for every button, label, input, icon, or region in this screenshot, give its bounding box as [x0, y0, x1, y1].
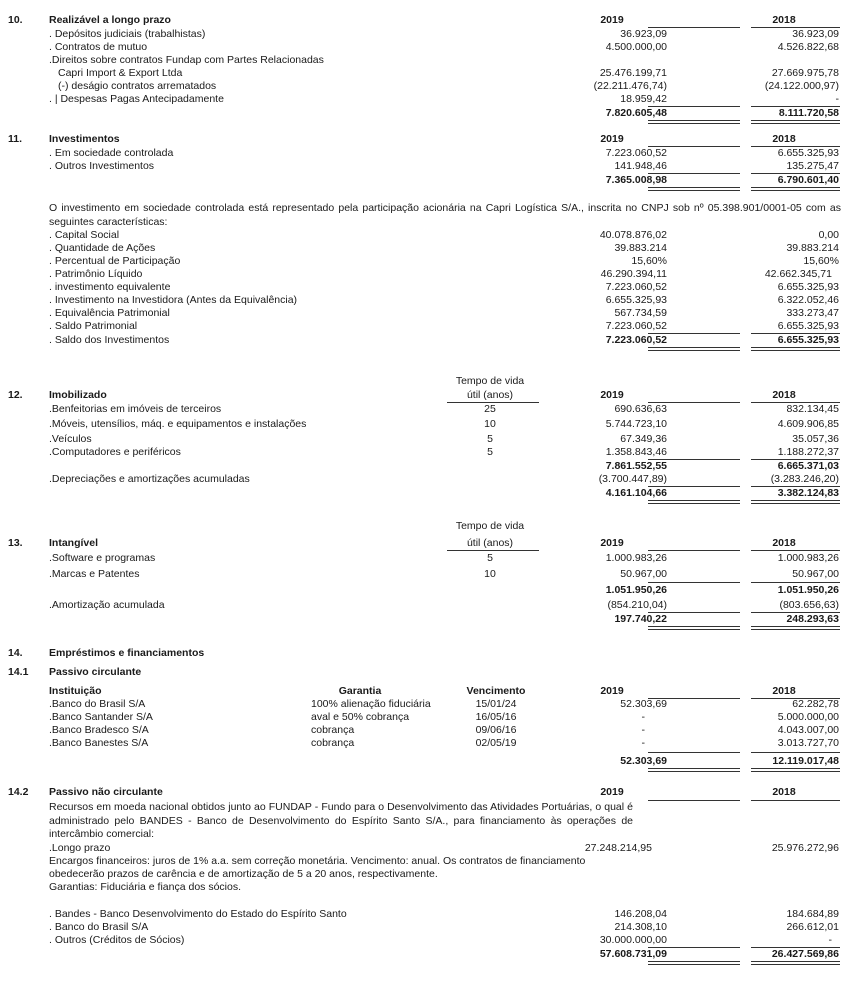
loan-vencimento: 15/01/24 [475, 698, 517, 710]
row-value-2019: 1.358.843,46 [605, 446, 667, 458]
section-number: 10. [8, 14, 23, 26]
total-double-line [648, 626, 740, 630]
row-value-2019: 4.500.000,00 [605, 41, 667, 53]
row-value-2019: 67.349,36 [620, 433, 667, 445]
detail-value-2019: 15,60% [631, 255, 667, 267]
row-label: . Banco do Brasil S/A [49, 921, 149, 933]
row-value-2018: - [835, 93, 839, 105]
row-value-2018: 27.669.975,78 [771, 67, 839, 79]
detail-label: . Capital Social [49, 229, 120, 241]
row-value-2019: 7.223.060,52 [605, 147, 667, 159]
total-2019: 4.161.104,66 [605, 487, 667, 499]
year-2019-header: 2019 [600, 786, 624, 798]
total-2019: 7.820.605,48 [605, 107, 667, 119]
amortization-label: .Amortização acumulada [49, 599, 165, 611]
loan-institution: .Banco do Brasil S/A [49, 698, 146, 710]
loan-garantia: aval e 50% cobrança [311, 711, 410, 723]
loan-value-2019: - [641, 711, 645, 723]
detail-value-2019: 567.734,59 [614, 307, 667, 319]
loan-value-2018: 3.013.727,70 [777, 737, 839, 749]
fundap-paragraph: Recursos em moeda nacional obtidos junto ao FUNDAP - Fundo para o Desenvolvimento das Atividades Portuárias, o qual é administrado pelo BANDES - Banco de Desenvolvimento do Espírito Santo S/A., para financiamento às operações de intercâmbio comercial: [49, 801, 633, 840]
row-value-2018: - [828, 934, 832, 946]
longo-prazo-label: .Longo prazo [49, 842, 111, 854]
row-label: Capri Import & Export Ltda [58, 67, 183, 79]
loan-institution: .Banco Banestes S/A [49, 737, 149, 749]
row-label: .Computadores e periféricos [49, 446, 181, 458]
total-2019: 52.303,69 [620, 755, 667, 767]
loan-garantia: 100% alienação fiduciária [311, 698, 431, 710]
investment-paragraph: O investimento em sociedade controlada está representado pela participação acionária na Capri Logística S/A., inscrita no CNPJ sob nº 05.398.901/0001-05 com as seguintes características: [49, 202, 841, 228]
life-header-line1: Tempo de vida [455, 520, 525, 532]
subtotal-2019: 1.051.950,26 [605, 584, 667, 596]
total-double-line [751, 626, 840, 630]
row-value-2019: 50.967,00 [620, 568, 667, 580]
row-value-2018: 4.526.822,68 [777, 41, 839, 53]
detail-value-2018: 39.883.214 [786, 242, 839, 254]
row-label: .Veículos [49, 433, 92, 445]
total-double-line [648, 500, 740, 504]
row-label: . Em sociedade controlada [49, 147, 174, 159]
detail-label: . Quantidade de Ações [49, 242, 156, 254]
life-header-line2: útil (anos) [466, 389, 514, 401]
header-underline [751, 800, 840, 801]
encargos-line2: obedecerão prazos de carência e de amortização de 5 a 20 anos, respectivamente. [49, 868, 438, 880]
detail-value-2018: 42.662.345,71 [764, 268, 832, 280]
total-double-line [751, 187, 840, 191]
total-double-line [648, 187, 740, 191]
total-2019: 7.365.008,98 [605, 174, 667, 186]
row-label: . Depósitos judiciais (trabalhistas) [49, 28, 206, 40]
row-value-2019: 146.208,04 [614, 908, 667, 920]
section-title: Investimentos [49, 133, 120, 145]
life-header-line1: Tempo de vida [455, 375, 525, 387]
row-life: 10 [484, 418, 496, 430]
year-2018-header: 2018 [772, 685, 796, 697]
year-2018-header: 2018 [772, 133, 796, 145]
row-label: .Benfeitorias em imóveis de terceiros [49, 403, 222, 415]
subtotal-line [751, 582, 840, 583]
row-value-2018: 1.188.272,37 [777, 446, 839, 458]
row-value-2019: 5.744.723,10 [605, 418, 667, 430]
year-2018-header: 2018 [772, 786, 796, 798]
detail-value-2019: 39.883.214 [614, 242, 667, 254]
detail-label: . Saldo Patrimonial [49, 320, 138, 332]
header-underline [447, 550, 539, 551]
row-value-2018: 4.609.906,85 [777, 418, 839, 430]
life-header-line2: útil (anos) [466, 537, 514, 549]
year-2018-header: 2018 [772, 14, 796, 26]
loan-vencimento: 16/05/16 [475, 711, 517, 723]
subtotal-2019: 7.861.552,55 [605, 460, 667, 472]
row-value-2018: 6.655.325,93 [777, 147, 839, 159]
year-2019-header: 2019 [600, 389, 624, 401]
row-life: 5 [487, 446, 493, 458]
section-number: 14. [8, 647, 23, 659]
depreciation-label: .Depreciações e amortizações acumuladas [49, 473, 250, 485]
row-label: .Marcas e Patentes [49, 568, 140, 580]
row-value-2018: 135.275,47 [786, 160, 839, 172]
row-life: 5 [487, 433, 493, 445]
total-double-line [751, 500, 840, 504]
subtotal-line [648, 752, 740, 753]
detail-label: . Investimento na Investidora (Antes da Equivalência) [49, 294, 298, 306]
detail-value-2019: 46.290.394,11 [600, 268, 667, 280]
total-double-line [648, 347, 740, 351]
detail-value-2018: 6.322.052,46 [777, 294, 839, 306]
loan-value-2019: - [641, 737, 645, 749]
row-label: . Contratos de mutuo [49, 41, 148, 53]
header-underline [648, 550, 740, 551]
section-number: 12. [8, 389, 23, 401]
row-life: 5 [487, 552, 493, 564]
depreciation-2019: (3.700.447,89) [598, 473, 667, 485]
row-value-2018: 36.923,09 [792, 28, 839, 40]
section-number: 11. [8, 133, 23, 145]
loan-garantia: cobrança [311, 737, 355, 749]
year-2019-header: 2019 [600, 14, 624, 26]
year-2018-header: 2018 [772, 537, 796, 549]
encargos-line1: Encargos financeiros: juros de 1% a.a. sem correção monetária. Vencimento: anual. Os contratos de financiamento [49, 855, 586, 867]
row-label: . Bandes - Banco Desenvolvimento do Estado do Espírito Santo [49, 908, 347, 920]
subsection-number: 14.2 [8, 786, 29, 798]
detail-value-2018: 6.655.325,93 [777, 320, 839, 332]
loan-vencimento: 09/06/16 [475, 724, 517, 736]
loan-institution: .Banco Santander S/A [49, 711, 153, 723]
total-double-line [648, 768, 740, 772]
amortization-2019: (854.210,04) [607, 599, 667, 611]
subtotal-line [751, 752, 840, 753]
loan-value-2019: 52.303,69 [620, 698, 667, 710]
col-header-garantia: Garantia [338, 685, 382, 697]
row-value-2019: 690.636,63 [614, 403, 667, 415]
detail-label: . Equivalência Patrimonial [49, 307, 170, 319]
total-double-line [751, 120, 840, 124]
detail-label: . investimento equivalente [49, 281, 171, 293]
row-value-2019: 214.308,10 [614, 921, 667, 933]
row-value-2019: 141.948,46 [614, 160, 667, 172]
saldo-label: . Saldo dos Investimentos [49, 334, 170, 346]
year-2018-header: 2018 [772, 389, 796, 401]
detail-label: . Patrimônio Líquido [49, 268, 143, 280]
year-2019-header: 2019 [600, 133, 624, 145]
total-2018: 248.293,63 [786, 613, 839, 625]
total-2018: 8.111.720,58 [778, 107, 839, 119]
year-2019-header: 2019 [600, 537, 624, 549]
subsection-title: Passivo circulante [49, 666, 142, 678]
total-2018: 12.119.017,48 [772, 755, 839, 767]
row-label: (-) deságio contratos arrematados [58, 80, 217, 92]
row-value-2019: 1.000.983,26 [605, 552, 667, 564]
total-double-line [751, 961, 840, 965]
detail-value-2018: 333.273,47 [786, 307, 839, 319]
section-title: Empréstimos e financiamentos [49, 647, 205, 659]
total-double-line [751, 347, 840, 351]
total-2019: 57.608.731,09 [599, 948, 667, 960]
row-value-2018: 266.612,01 [786, 921, 839, 933]
row-value-2018: (24.122.000,97) [764, 80, 839, 92]
detail-value-2019: 6.655.325,93 [605, 294, 667, 306]
row-value-2018: 184.684,89 [786, 908, 839, 920]
total-2018: 3.382.124,83 [777, 487, 839, 499]
header-underline [648, 800, 740, 801]
loan-value-2019: - [641, 724, 645, 736]
section-title: Intangível [49, 537, 99, 549]
row-value-2018: 1.000.983,26 [777, 552, 839, 564]
loan-garantia: cobrança [311, 724, 355, 736]
section-number: 13. [8, 537, 23, 549]
loan-value-2018: 5.000.000,00 [777, 711, 839, 723]
subtotal-2018: 1.051.950,26 [777, 584, 839, 596]
loan-institution: .Banco Bradesco S/A [49, 724, 149, 736]
loan-vencimento: 02/05/19 [475, 737, 517, 749]
year-2019-header: 2019 [600, 685, 624, 697]
row-value-2018: 50.967,00 [792, 568, 839, 580]
row-label: . Outros Investimentos [49, 160, 155, 172]
amortization-2018: (803.656,63) [779, 599, 839, 611]
total-2018: 6.790.601,40 [777, 174, 839, 186]
detail-value-2019: 7.223.060,52 [605, 281, 667, 293]
row-label: . | Despesas Pagas Antecipadamente [49, 93, 224, 105]
row-life: 10 [484, 568, 496, 580]
total-2018: 26.427.569,86 [771, 948, 839, 960]
detail-value-2018: 0,00 [818, 229, 839, 241]
depreciation-2018: (3.283.246,20) [770, 473, 839, 485]
row-label: .Direitos sobre contratos Fundap com Partes Relacionadas [49, 54, 324, 66]
row-label: . Outros (Créditos de Sócios) [49, 934, 185, 946]
longo-prazo-2019: 27.248.214,95 [584, 842, 652, 854]
col-header-instituicao: Instituição [49, 685, 102, 697]
row-value-2019: 18.959,42 [620, 93, 667, 105]
garantias-text: Garantias: Fiduciária e fiança dos sócios. [49, 881, 242, 893]
section-title: Realizável a longo prazo [49, 14, 171, 26]
total-double-line [648, 961, 740, 965]
row-value-2019: 30.000.000,00 [599, 934, 667, 946]
row-value-2019: 25.476.199,71 [599, 67, 667, 79]
loan-value-2018: 4.043.007,00 [777, 724, 839, 736]
section-title: Imobilizado [49, 389, 107, 401]
longo-prazo-2018: 25.976.272,96 [771, 842, 839, 854]
row-value-2019: (22.211.476,74) [593, 80, 667, 92]
total-2019: 197.740,22 [614, 613, 667, 625]
total-double-line [648, 120, 740, 124]
subsection-title: Passivo não circulante [49, 786, 163, 798]
subtotal-line [648, 582, 740, 583]
header-underline [751, 550, 840, 551]
row-value-2018: 832.134,45 [786, 403, 839, 415]
col-header-vencimento: Vencimento [466, 685, 526, 697]
row-life: 25 [484, 403, 496, 415]
detail-value-2019: 40.078.876,02 [599, 229, 667, 241]
detail-value-2019: 7.223.060,52 [605, 320, 667, 332]
row-value-2018: 35.057,36 [792, 433, 839, 445]
detail-label: . Percentual de Participação [49, 255, 181, 267]
saldo-2018: 6.655.325,93 [777, 334, 839, 346]
loan-value-2018: 62.282,78 [792, 698, 839, 710]
row-label: .Software e programas [49, 552, 156, 564]
total-double-line [751, 768, 840, 772]
row-value-2019: 36.923,09 [620, 28, 667, 40]
subtotal-2018: 6.665.371,03 [777, 460, 839, 472]
saldo-2019: 7.223.060,52 [605, 334, 667, 346]
row-label: .Móveis, utensílios, máq. e equipamentos e instalações [49, 418, 307, 430]
detail-value-2018: 15,60% [803, 255, 839, 267]
subsection-number: 14.1 [8, 666, 29, 678]
detail-value-2018: 6.655.325,93 [777, 281, 839, 293]
